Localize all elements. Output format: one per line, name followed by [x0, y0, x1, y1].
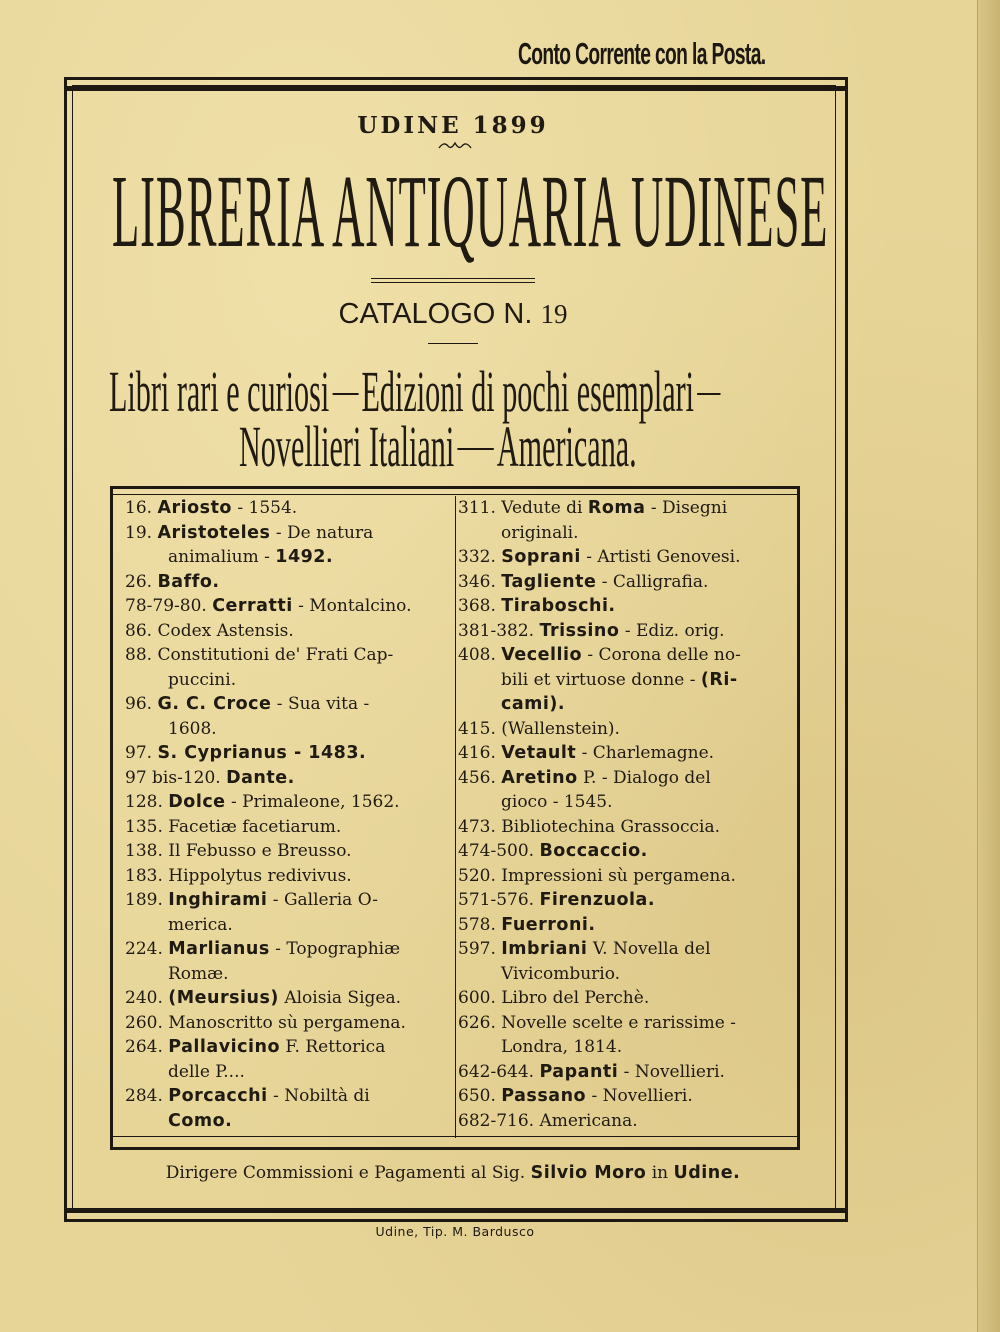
catalog-entry — [125, 888, 449, 937]
catalog-entry — [125, 986, 449, 1011]
catalog-entry — [125, 766, 449, 791]
entry-number: 571-576. — [458, 890, 540, 910]
entry-description: - Disegni — [645, 498, 728, 518]
catalog-entry — [125, 1011, 449, 1036]
entry-description: - Corona delle no- — [581, 645, 741, 665]
entry-author: Aristoteles — [157, 522, 271, 543]
entry-continuation — [125, 1109, 449, 1134]
entry-continuation — [125, 1060, 449, 1085]
entry-number: 260. — [125, 1012, 169, 1033]
entry-number: 128. — [125, 792, 169, 812]
entry-number: 86. — [125, 620, 158, 641]
entry-author: Dolce — [168, 792, 226, 812]
entry-description: originali. — [501, 522, 579, 543]
page-edge — [977, 0, 1000, 1332]
catalog-entry — [458, 496, 790, 545]
frame-bottom-rule — [64, 1208, 848, 1213]
entry-author: Papanti — [539, 1061, 619, 1082]
entry-author: G. C. Croce — [157, 694, 272, 714]
entry-number: 416. — [458, 743, 502, 763]
entry-continuation — [125, 962, 449, 987]
entry-description: - Novellieri. — [586, 1086, 693, 1106]
entry-author: Imbriani — [501, 939, 588, 959]
entry-description: - Ediz. orig. — [619, 620, 725, 641]
entry-description: delle P.... — [168, 1061, 245, 1082]
entry-continuation — [125, 668, 449, 693]
entry-description: - Primaleone, 1562. — [225, 792, 400, 812]
entry-number: 97 bis-120. — [125, 767, 227, 788]
catalog-entry — [458, 741, 790, 766]
entry-author: Trissino — [539, 620, 620, 641]
catalog-entry — [125, 864, 449, 889]
subtitle-dash-2 — [457, 448, 493, 450]
frame-top-rule — [64, 86, 848, 91]
entry-description: Vivicomburio. — [501, 963, 621, 984]
entry-description: Vedute di — [501, 498, 588, 518]
entry-description: Americana. — [539, 1110, 638, 1131]
entry-author: Roma — [587, 498, 646, 518]
entry-author: Tiraboschi. — [501, 596, 616, 616]
catalog-entry — [458, 1109, 790, 1134]
entry-description: P. - Dialogo del — [577, 767, 711, 788]
catalog-entry — [125, 496, 449, 521]
catalog-entry — [125, 619, 449, 644]
entry-description: Il Febusso e Breusso. — [168, 841, 352, 861]
subtitle-part-c: Novellieri Italiani — [239, 414, 455, 479]
entry-description: - Montalcino. — [292, 596, 412, 616]
entry-number: 26. — [125, 571, 158, 592]
entry-continuation — [458, 962, 790, 987]
entry-number: 381-382. — [458, 620, 540, 641]
catalog-number: 19 — [540, 299, 568, 329]
entry-author: Baffo. — [157, 571, 220, 592]
entry-description: Hippolytus redivivus. — [168, 865, 352, 886]
directions-name: Silvio Moro — [530, 1163, 647, 1183]
entry-description: - Calligrafia. — [596, 571, 709, 592]
entry-continuation — [458, 521, 790, 546]
entry-number: 578. — [458, 914, 502, 935]
title-rule-bottom — [371, 282, 535, 283]
entry-author: Pallavicino — [168, 1037, 280, 1057]
entry-description: Bibliotechina Grassoccia. — [501, 816, 721, 837]
catalog-entry — [458, 570, 790, 595]
list-rule-top — [110, 494, 800, 495]
entry-number: 97. — [125, 743, 158, 763]
entry-description: - Novellieri. — [618, 1061, 725, 1082]
entry-number: 311. — [458, 498, 502, 518]
entry-description: V. Novella del — [587, 939, 711, 959]
ornament-icon — [438, 139, 472, 151]
entry-description: Manoscritto sù pergamena. — [168, 1012, 406, 1033]
entry-number: 474-500. — [458, 841, 540, 861]
entry-description: Londra, 1814. — [501, 1037, 623, 1057]
directions-line — [0, 1163, 906, 1183]
entry-author: Dante. — [226, 767, 295, 788]
entry-number: 183. — [125, 865, 169, 886]
entry-number: 415. — [458, 718, 502, 739]
entry-continuation — [458, 692, 790, 717]
entry-number: 597. — [458, 939, 502, 959]
entry-author: Ariosto — [157, 498, 232, 518]
entry-description: (Wallenstein). — [501, 718, 620, 739]
catalog-entry — [125, 643, 449, 692]
entry-description: merica. — [168, 914, 233, 935]
subtitle-part-a: Libri rari e curiosi — [109, 359, 330, 424]
catalog-entry — [125, 815, 449, 840]
entry-continuation — [458, 790, 790, 815]
entry-author: cami). — [501, 694, 566, 714]
entry-number: 626. — [458, 1012, 502, 1033]
catalog-entry — [458, 1011, 790, 1060]
catalog-entry — [458, 545, 790, 570]
entry-description: - Topographiæ — [269, 939, 401, 959]
catalog-heading — [0, 298, 906, 331]
entry-number: 78-79-80. — [125, 596, 213, 616]
entry-author: Passano — [501, 1086, 587, 1106]
directions-mid: in — [646, 1163, 674, 1183]
catalog-rule — [428, 343, 478, 344]
entry-description: Constitutioni de' Frati Cap- — [157, 645, 394, 665]
entry-number: 642-644. — [458, 1061, 540, 1082]
entry-author: S. Cyprianus - 1483. — [157, 743, 367, 763]
right-column — [458, 496, 790, 1133]
entry-number: 264. — [125, 1037, 169, 1057]
catalog-label: CATALOGO N. — [338, 298, 533, 330]
catalog-entry — [125, 741, 449, 766]
entry-description: - 1554. — [231, 498, 298, 518]
directions-city: Udine. — [673, 1163, 741, 1183]
catalog-entry — [458, 864, 790, 889]
entry-author: Boccaccio. — [539, 841, 648, 861]
subtitle-dash — [332, 393, 358, 395]
entry-continuation — [458, 668, 790, 693]
left-column — [125, 496, 449, 1133]
entry-author: Como. — [168, 1110, 233, 1131]
entry-number: 346. — [458, 571, 502, 592]
entry-number: 284. — [125, 1086, 169, 1106]
catalog-entry — [125, 937, 449, 986]
entry-number: 16. — [125, 498, 158, 518]
entry-author: Fuerroni. — [501, 914, 596, 935]
entry-description: - Sua vita - — [271, 694, 370, 714]
posta-header: Conto Corrente con la Posta. — [518, 36, 766, 71]
entry-number: 224. — [125, 939, 169, 959]
entry-author: Aretino — [501, 767, 578, 788]
catalog-entry — [458, 1060, 790, 1085]
entry-number: 368. — [458, 596, 502, 616]
catalog-entry — [125, 790, 449, 815]
entry-author: Cerratti — [212, 596, 293, 616]
year-heading: UDINE 1899 — [357, 112, 549, 139]
catalog-entry — [458, 913, 790, 938]
entry-number: 332. — [458, 547, 502, 567]
title-rule-top — [371, 278, 535, 279]
entry-author: (Meursius) — [168, 988, 279, 1008]
entry-continuation — [125, 717, 449, 742]
catalog-entry — [125, 1035, 449, 1084]
entry-continuation — [125, 545, 449, 570]
catalog-entry — [125, 594, 449, 619]
entry-number: 240. — [125, 988, 169, 1008]
entry-author: Inghirami — [168, 890, 268, 910]
entry-number: 600. — [458, 988, 502, 1008]
entry-author: (Ri- — [700, 669, 738, 690]
entry-author: Firenzuola. — [539, 890, 655, 910]
entry-author: Soprani — [501, 547, 581, 567]
entry-continuation — [458, 1035, 790, 1060]
catalog-entry — [125, 521, 449, 570]
catalog-entry — [458, 937, 790, 986]
catalog-entry — [458, 839, 790, 864]
entry-description: puccini. — [168, 669, 237, 690]
catalog-entry — [458, 815, 790, 840]
entry-description: - Nobiltà di — [267, 1086, 370, 1106]
subtitle-line-2 — [239, 414, 637, 479]
entry-continuation — [125, 913, 449, 938]
catalog-entry — [458, 766, 790, 815]
entry-description: bili et virtuose donne - — [501, 669, 701, 690]
entry-description: Aloisia Sigea. — [278, 988, 401, 1008]
subtitle-part-b: Edizioni di pochi esemplari — [361, 359, 695, 424]
subtitle-part-d: Americana. — [496, 414, 637, 479]
entry-number: 650. — [458, 1086, 502, 1106]
catalog-entry — [458, 643, 790, 717]
entry-number: 520. — [458, 865, 502, 886]
entry-number: 189. — [125, 890, 169, 910]
column-divider — [455, 496, 456, 1138]
entry-author: Marlianus — [168, 939, 270, 959]
catalog-entry — [458, 594, 790, 619]
entry-description: - Charlemagne. — [576, 743, 715, 763]
catalog-entry — [458, 717, 790, 742]
entry-number: 96. — [125, 694, 158, 714]
entry-author: Porcacchi — [168, 1086, 268, 1106]
directions-text: Dirigere Commissioni e Pagamenti al Sig. — [165, 1163, 531, 1183]
entry-number: 135. — [125, 816, 169, 837]
entry-author: Tagliente — [501, 571, 597, 592]
entry-description: - De natura — [270, 522, 374, 543]
subtitle-line-1 — [109, 359, 724, 424]
entry-description: Novelle scelte e rarissime - — [501, 1012, 736, 1033]
entry-number: 456. — [458, 767, 502, 788]
entry-description: - Galleria O- — [267, 890, 379, 910]
entry-number: 19. — [125, 522, 158, 543]
main-title: LIBRERIA ANTIQUARIA UDINESE — [112, 154, 829, 269]
entry-number: 682-716. — [458, 1110, 540, 1131]
subtitle-dash-end — [697, 393, 720, 395]
entry-description: - Artisti Genovesi. — [580, 547, 741, 567]
entry-description: Libro del Perchè. — [501, 988, 650, 1008]
entry-description: gioco - 1545. — [501, 792, 613, 812]
entry-number: 138. — [125, 841, 169, 861]
entry-number: 473. — [458, 816, 502, 837]
entry-description: Romæ. — [168, 963, 229, 984]
catalog-entry — [458, 986, 790, 1011]
entry-description: Impressioni sù pergamena. — [501, 865, 736, 886]
catalog-entry — [125, 1084, 449, 1133]
entry-description: F. Rettorica — [280, 1037, 386, 1057]
catalog-entry — [458, 1084, 790, 1109]
entry-description: Facetiæ facetiarum. — [168, 816, 342, 837]
entry-number: 408. — [458, 645, 502, 665]
entry-description: animalium - — [168, 547, 276, 567]
catalog-entry — [458, 619, 790, 644]
entry-author: 1492. — [275, 547, 334, 567]
entry-author: Vecellio — [501, 645, 582, 665]
catalog-entry — [125, 692, 449, 741]
entry-author: Vetault — [501, 743, 577, 763]
catalog-entry — [458, 888, 790, 913]
entry-number: 88. — [125, 645, 158, 665]
catalog-entry — [125, 570, 449, 595]
entry-description: 1608. — [168, 718, 217, 739]
catalog-entry — [125, 839, 449, 864]
entry-description: Codex Astensis. — [157, 620, 294, 641]
printer-imprint: Udine, Tip. M. Bardusco — [375, 1224, 535, 1239]
